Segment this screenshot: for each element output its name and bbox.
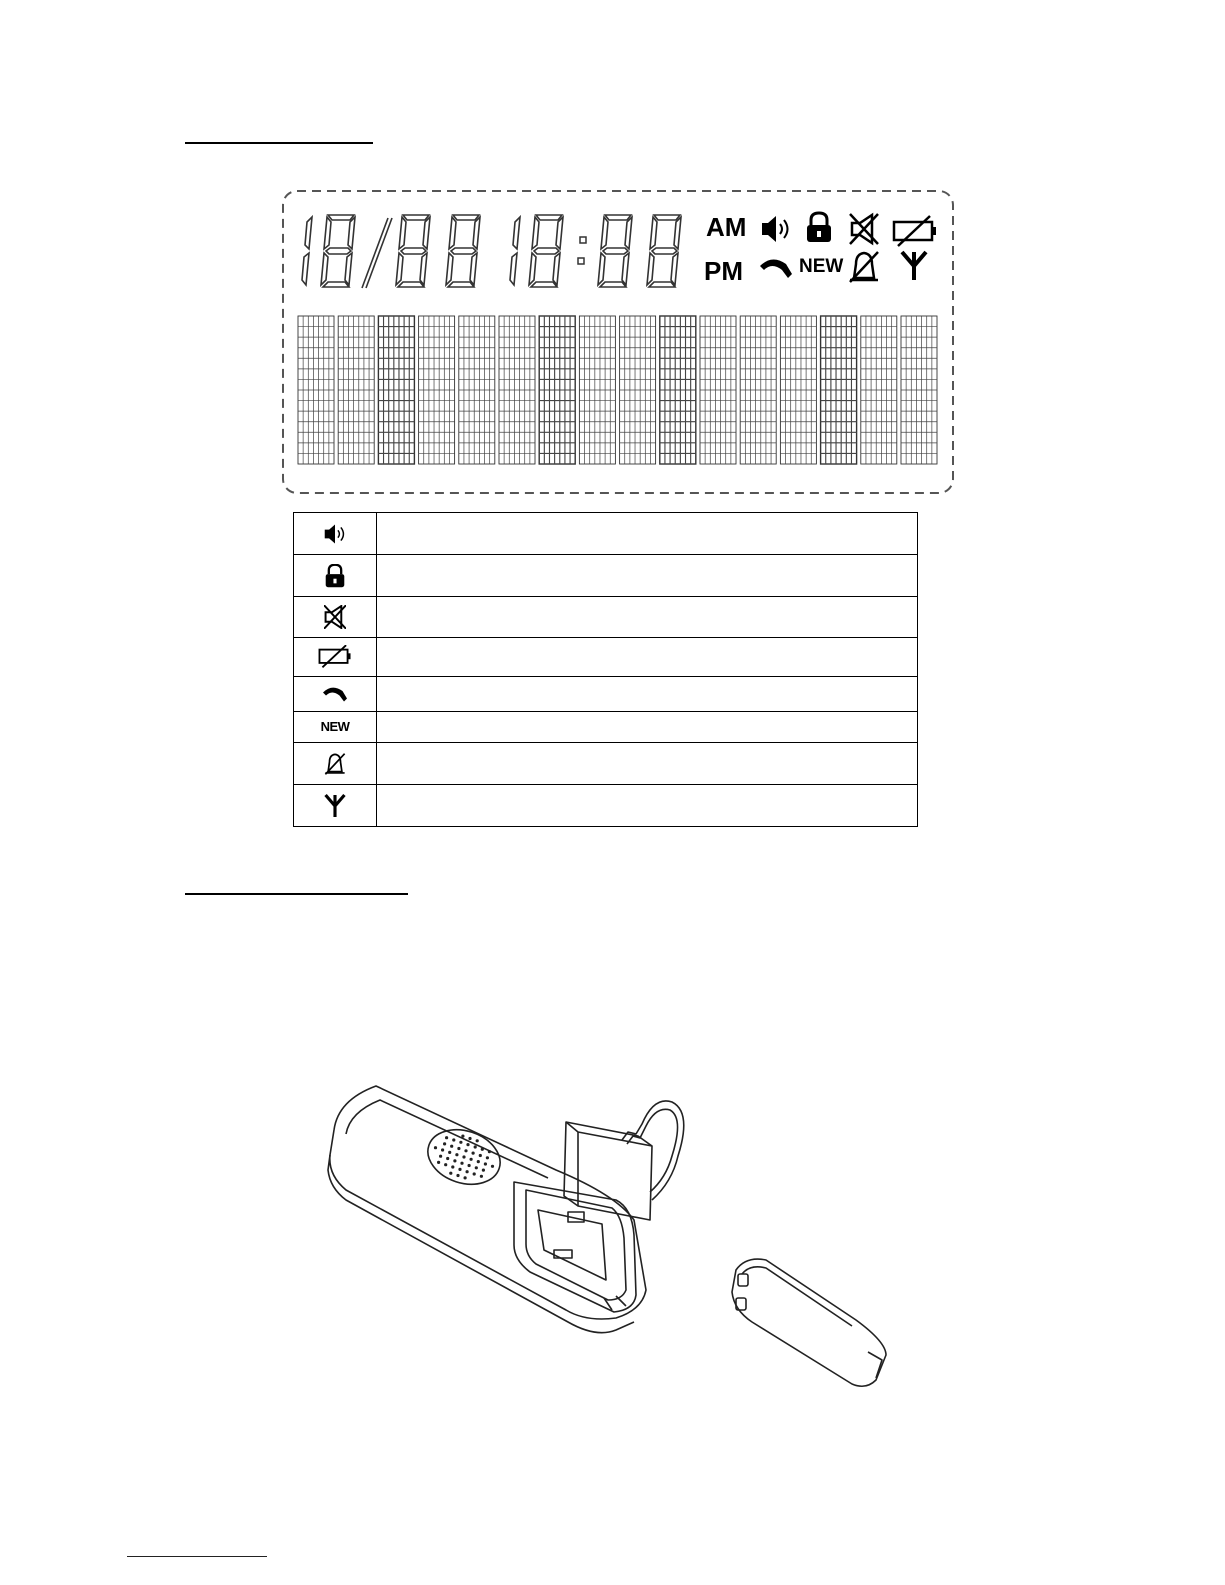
matrix-char-cell xyxy=(901,316,937,464)
speaker-grille xyxy=(434,1135,494,1180)
legend-row xyxy=(294,555,918,597)
mute-icon xyxy=(850,214,878,244)
battery-low-icon xyxy=(318,645,352,669)
legend-row xyxy=(294,785,918,827)
handset-icon xyxy=(760,259,792,278)
legend-row xyxy=(294,513,918,555)
speaker-icon xyxy=(762,216,788,242)
matrix-char-cell xyxy=(378,316,414,464)
time-digits xyxy=(510,215,681,287)
legend-row xyxy=(294,597,918,638)
matrix-char-cell xyxy=(338,316,374,464)
pm-indicator: PM xyxy=(704,256,743,286)
section-heading-underline xyxy=(185,142,373,144)
matrix-char-cell xyxy=(499,316,535,464)
matrix-char-cell xyxy=(419,316,455,464)
icon-legend-table xyxy=(293,512,918,827)
legend-description xyxy=(377,638,918,677)
matrix-char-cell xyxy=(579,316,615,464)
lcd-display-diagram xyxy=(280,188,956,496)
battery-low-icon xyxy=(894,216,936,246)
antenna-icon xyxy=(324,793,346,819)
legend-row xyxy=(294,712,918,743)
matrix-char-cell xyxy=(660,316,696,464)
ringer-off-icon xyxy=(324,752,346,776)
matrix-char-cell xyxy=(700,316,736,464)
lock-icon xyxy=(324,564,346,588)
speaker-icon xyxy=(322,523,348,545)
section-heading-underline xyxy=(185,893,408,895)
legend-description xyxy=(377,712,918,743)
matrix-char-cell xyxy=(459,316,495,464)
legend-row xyxy=(294,677,918,712)
new-call-icon: NEW xyxy=(799,256,844,277)
antenna-icon xyxy=(902,252,926,280)
legend-description xyxy=(377,785,918,827)
ringer-off-icon xyxy=(850,252,878,282)
mute-icon xyxy=(324,605,346,629)
legend-row xyxy=(294,638,918,677)
new-call-icon: NEW xyxy=(320,719,350,734)
legend-description xyxy=(377,677,918,712)
matrix-char-cell xyxy=(780,316,816,464)
matrix-char-cell xyxy=(298,316,334,464)
legend-description xyxy=(377,555,918,597)
legend-row xyxy=(294,743,918,785)
lock-icon xyxy=(807,213,831,242)
legend-description xyxy=(377,743,918,785)
am-indicator: AM xyxy=(706,212,747,242)
legend-description xyxy=(377,597,918,638)
footer-link-underline xyxy=(127,1556,267,1557)
handset-icon xyxy=(320,685,350,703)
matrix-char-cell xyxy=(861,316,897,464)
legend-description xyxy=(377,513,918,555)
matrix-char-cell xyxy=(740,316,776,464)
matrix-char-cell xyxy=(620,316,656,464)
dot-matrix-area xyxy=(298,316,937,464)
handset-battery-illustration xyxy=(316,1060,900,1390)
matrix-char-cell xyxy=(821,316,857,464)
date-digits xyxy=(302,215,480,288)
matrix-char-cell xyxy=(539,316,575,464)
